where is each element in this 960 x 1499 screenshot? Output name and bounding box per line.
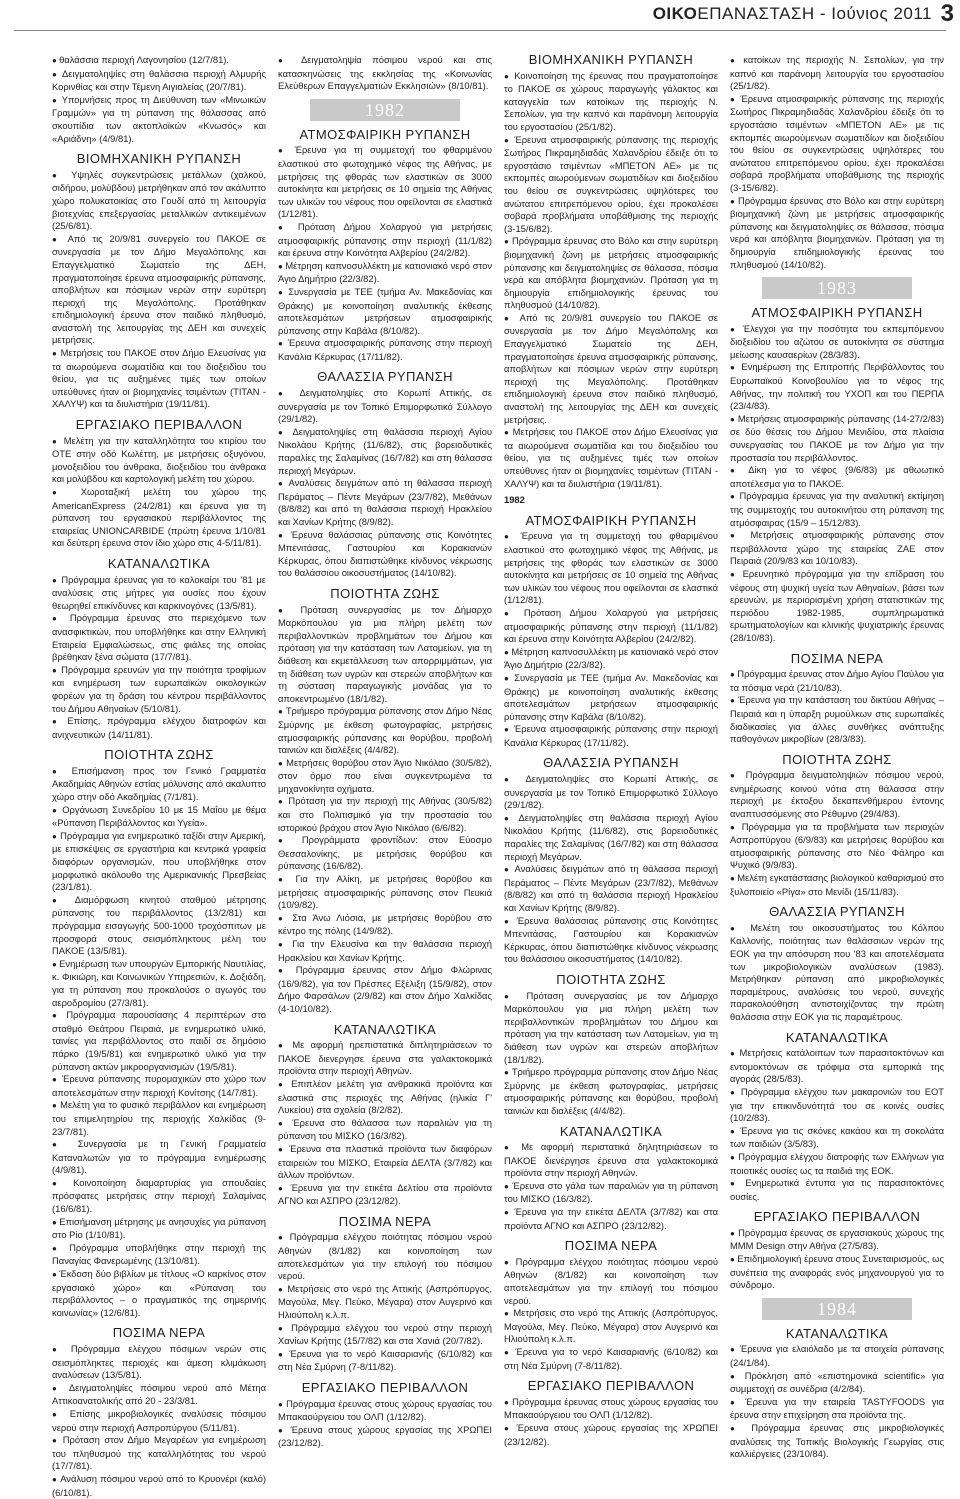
col1-section-2 [52,435,266,550]
bullet-item: ● Μετρήσεις στο νερό της Αττικής (Ασπρόπυργος, Μαγούλα, Μεγ. Πεύκο, Μέγαρα) στον Αυγερινό και Ηλιούπολη κ.λ.π. [504,1307,718,1346]
section-title: ΚΑΤΑΝΑΛΩΤΙΚΑ [785,1029,889,1045]
section-title: ΚΑΤΑΝΑΛΩΤΙΚΑ [107,555,211,571]
bullet-item: ● Με αφορμή περιστατικά δηλητηριάσεων το ΠΑΚΟΕ διενέργησε έρευνα στα γαλακτοκομικά προϊόντα στην περιοχή Αθηνών. [504,1141,718,1180]
bullet-item: ● Έρευνα στο γάλα των παραλιών για τη ρύπανση του ΜΙΣΚΟ (16/3/82). [504,1180,718,1206]
bullet-item: ● Έρευνα ατμοσφαιρικής ρύπανσης της περιοχής Σωτήρος Πικραμηδιαδάς Χαλανδρίου έδειξε ότι το εργοστάσιο τσιμέντων «ΜΠΕΤΟΝ ΑΕ» με τις εκπομπές αιωρούμενων σωματιδίων και διοξειδίου του θείου σε συγκεντρώσεις υψηλότερες του ανώτατου επιτρεπόμενου ορίου, έχει προκαλέσει σοβαρά προβλήματα υποβάθμισης της περιοχής (3-15/6/82). [504,134,718,236]
bullet-item: ● Ερευνητικό πρόγραμμα για την επίδραση του νέφους στη ψυχική υγεία των Αθηναίων, βάσει των ερευνών, με περιορισμένη χρήση στατιστικών της περιόδου 1982-1985, συμπληρωματικά ερωτηματολογίων και κλινικής ψυχιατρικής έρευνας (28/10/83). [730,568,944,645]
bullet-item: ● Μέτρηση καπνοσυλλέκτη με κατιονιακό νερό στον Άγιο Δημήτριο (22/3/82). [504,646,718,672]
bullet-item: ● Πρόγραμμα παρουσίασης 4 περιπτέρων στο σταθμό Θεάτρου Πειραιά, με ενημερωτικό υλικό, ταινίες για περιβάλλοντος στο παιδί σε δημόσιο πάρκο (19/5/81) και ενημερωτικό υλικό για την ρύπανση ακτών μικροοργανισμών (19/5/81). [52,1009,266,1073]
bullet-item: ● Επιπλέον μελέτη για ανθρακικά προϊόντα και ελαστικά στις περιοχές της Αθήνας (ηλικία Γ' Λυκείου) στα σχολεία (8/2/82). [278,1078,492,1117]
bullet-item: ● Επίσης, πρόγραμμα ελέγχου διατροφών και ανιχνευτικών (14/11/81). [52,715,266,741]
col4-section-5 [730,1047,944,1203]
bullet-item: ● Πρόγραμμα ελέγχου πόσιμων νερών στις σεισμόπληκτες περιοχές και άμεση κλιμάκωση αναλύσεων (13/5/81). [52,1343,266,1382]
year-badge: 1982 [310,99,460,121]
bullet-item: ● Οργάνωση Συνεδρίου 10 με 15 Μαΐου με θέμα «Ρύπανση Περιβάλλοντος και Υγεία». [52,804,266,830]
bullet-item: ● Έρευνα θαλάσσιας ρύπανσης στις Κοινότητες Μπενιτάσας, Γαστουρίου και Κορακιανών Κέρκυρας, όπου διαπιστώθηκε κίνδυνος νέκρωσης του θαλάσσιου οικοσυστήματος (14/10/82). [504,915,718,966]
column-1 [52,54,267,1498]
section-title: ΕΡΓΑΣΙΑΚΟ ΠΕΡΙΒΑΛΛΟΝ [75,417,243,433]
bullet-item: ● Με αφορμή ηρεπιστατικά διπλητηριάσεων το ΠΑΚΟΕ διενεργησε έρευνα στα γαλακτοκομικά προϊόντα στην περιοχή Αθηνών. [278,1039,492,1078]
bullet-item: ● Πρόταση για την περιοχή της Αθήνας (30/5/82) και στο Πολιτισμικό για την προστασία του ιστορικού βράχου στον Άγιο Νικόλαο (6/6/82). [278,795,492,834]
bullet-item: ● Πρόταση Δήμου Χολαργού για μετρήσεις ατμοσφαιρικής ρύπανσης στην περιοχή (11/1/82) και έρευνα στην Κοινότητα Αλβερίου (24/2/82). [504,607,718,646]
section-title: ΚΑΤΑΝΑΛΩΤΙΚΑ [559,1123,663,1139]
col4-section-2 [730,668,944,746]
col2-section-6 [278,1398,492,1450]
bullet-item: ● Δειγματοληψίες στη θαλάσσια περιοχή Αλμυρής Κορινθίας και στην Τέμενη Αιγιαλείας (20/7/81). [52,68,266,94]
bullet-item: ● Πρόγραμμα έρευνας στους χώρους εργασίας του Μπακαούργειου του ΟΛΠ (1/12/82). [278,1398,492,1424]
section-title: ΒΙΟΜΗΧΑΝΙΚΗ ΡΥΠΑΝΣΗ [528,52,694,67]
col3-section-2 [504,530,718,749]
bullet-item: ● Δειγματοληψίες στη θαλάσσια περιοχή Αγίου Νικολάου Κρήτης (11/6/82), στις βορειοδυτικές παραλίες της Σαλαμίνας (16/7/82) και στη θάλασσα περιοχή Μεγάρων. [504,812,718,863]
column-4 [730,54,945,1460]
bullet-item: ● Για την Αλίκη, με μετρήσεις θορύβου και μετρήσεις ατμοσφαιρικής ρύπανσης στον Πευκιά (10/9/82). [278,873,492,912]
bullet-item: ● Πρόγραμμα έρευνας στους χώρους εργασίας του Μπακαούργειου του ΟΛΠ (1/12/82). [504,1396,718,1422]
bullet-item: ● Πρόγραμμα έρευνας στο Βόλο και στην ευρύτερη βιομηχανική ζώνη με μετρήσεις ατμοσφαιρικής ρύπανσης και δειγματοληψίες σε θάλασσα, πόσιμα νερά και απόβλητα βιομηχανιών. Πρόταση για τη δημιουργία επιδημιολογικής έρευνας του πληθυσμού (14/10/82). [504,235,718,312]
section-title: ΕΡΓΑΣΙΑΚΟ ΠΕΡΙΒΑΛΛΟΝ [753,1209,921,1225]
bullet-item: ● Δειγματοληψίες στο Κορωπί Αττικής, σε συνεργασία με τον Τοπικό Επιμορφωτικό Σύλλογο (29/1/82). [278,387,492,426]
bullet-item: ● Πρόγραμμα δειγματοληψιών πόσιμου νερού, ενημέρωσης κοινού νότια στη θάλασσα στην περιοχή με έκτοξου δεκαπενθήμερου έντονης αναπτυσσόμενης στο Ρέθυμνο (29/4/83). [730,769,944,820]
section-title: ΘΑΛΑΣΣΙΑ ΡΥΠΑΝΣΗ [317,369,453,385]
col3-section-5 [504,1141,718,1232]
bullet-item: ● Μελέτη του οικοσυστήματος του Κόλπου Καλλονής, ποιότητας των θαλάσσιων νερών της ΕΟΚ για την απόσυρση που '83 και αποτελέσματα των μικροβιολογικών αναλύσεων (1983). Μετρήθηκαν ρύπανση από μικροβιολογικές παραμέτρους, αναλύσεις του νερού, συνεχής παρακολούθηση αντιστοιχίζοντας την πρώτη θαλάσσια στην ΕΟΚ για τις παραμέτρους. [730,922,944,1024]
section-title: ΘΑΛΑΣΣΙΑ ΡΥΠΑΝΣΗ [543,755,679,771]
column-3 [504,52,719,1447]
bullet-item: ● Πρόγραμμα έρευνας στο Βόλο και στην ευρύτερη βιομηχανική ζώνη με μετρήσεις ατμοσφαιρικής ρύπανσης και δειγματοληψίες σε θάλασσα, πόσιμα νερά και απόβλητα βιομηχανιών. Πρόταση για τη δημιουργία επιδημιολογικής έρευνας του πληθυσμού (14/10/82). [730,195,944,272]
bullet-item: ● Έρευνα θαλάσσιας ρύπανσης στις Κοινότητες Μπενιτάσας, Γαστουρίου και Κορακιανών Κέρκυρας, όπου διαπιστώθηκε κίνδυνος νέκρωσης του θαλάσσιου οικοσυστήματος (14/10/82). [278,529,492,580]
bullet-item: ● Συνεργασία με ΤΕΕ (τμήμα Αν. Μακεδονίας και Θράκης) με κοινοποίηση αναλυτικής έκθεσης αποτελεσμάτων μετρήσεων ατμοσφαιρικής ρύπανσης στην Καβάλα (8/10/82). [278,286,492,337]
section-title: ΚΑΤΑΝΑΛΩΤΙΚΑ [333,1021,437,1037]
col2-section-1 [278,144,492,363]
bullet-item: ● Πρόγραμμα ελέγχου των μακαρονιών του ΕΟΤ για την επικινδυνότητά του σε κοινές ουσίες (10/2/83). [730,1086,944,1125]
bullet-item: ● Έκδοση δύο βιβλίων με τίτλους «Ο καρκίνος στον εργασιακό χώρο» και «Ρύπανση του περιβάλλοντος – ο πραγματικός της σημερινής κοινωνίας» (12/6/81). [52,1268,266,1319]
bullet-item: ● Έρευνα για το νερό Καισαριανής (6/10/82) και στη Νέα Σμύρνη (7-8/11/82). [504,1346,718,1372]
col3-section-6 [504,1256,718,1372]
bullet-item: ● Δειγματοληψίες στη θαλάσσια περιοχή Αγίου Νικολάου Κρήτης (11/6/82), στις βορειοδυτικές παραλίες της Σαλαμίνας (16/7/82) και στη θάλασσα περιοχή Μεγάρων. [278,426,492,477]
bullet-item: ● Έρευνα για την ετικέτα Δελτίου στα προϊόντα ΑΓΝΟ και ΑΣΠΡΟ (23/12/82). [278,1182,492,1208]
bullet-item: ● Χωροταξική μελέτη του χώρου της AmericanExpress (24/2/81) και έρευνα για τη ρύπανση του εργασιακού περιβάλλοντος της εταιρείας UNIONCARBIDE (πρώτη έρευνα 1/10/81 και δεύτερη έρευνα στον ίδιο χώρο στις 4-5/11/81). [52,486,266,550]
bullet-item: ● Για την Ελευσίνα και την θαλάσσια περιοχή Ηρακλείου και Χανίων Κρήτης. [278,938,492,964]
bullet-item: ● Πρόγραμμα έρευνας για το καλοκαίρι του '81 με αναλύσεις στις μήτρες για ουσίες που έχουν θεωρηθεί επικίνδυνες και καρκινογόνες (13/5/81). [52,574,266,613]
bullet-item: ● Πρόγραμμα ελέγχου ποιότητας πόσιμου νερού Αθηνών (8/1/82) και κοινοποίηση των αποτελεσμάτων για την επιλογή του πόσιμου νερού. [504,1256,718,1307]
year-badge: 1984 [762,1298,912,1320]
bullet-item: ● Δειγματοληψίες στο Κορωπί Αττικής, σε συνεργασία με τον Τοπικό Επιμορφωτικό Σύλλογο (29/1/82). [504,773,718,812]
bullet-item: ● Μελέτη για την καταλληλότητα του κτιρίου του ΟΤΕ στην οδό Κωλέττη, με μετρήσεις οξυγόνου, μονοξειδίου του άνθρακα, διοξειδίου του άνθρακα και μολύβδου και καρτολογική μελέτη του χώρου. [52,435,266,486]
bullet-item: ● Έρευνα για την ετικέτα ΔΕΛΤΑ (3/7/82) και στα προϊόντα ΑΓΝΟ και ΑΣΠΡΟ (23/12/82). [504,1206,718,1232]
bullet-item: ● Μελέτη για το φυσικό περιβάλλον και ενημέρωση του επιμελητηρίου της περιοχής Χαλκίδας (9-23/7/81). [52,1099,266,1138]
col3-section-7 [504,1396,718,1448]
bullet-item: ● Πρόγραμμα έρευνας στο περιεχόμενο των ανασφικτικών, που υποβλήθηκε και στην Ελληνική Εταιρεία Εμφιαλώσεως, στις φιάλες της οποίας βρέθηκαν ξένα σώματα (17/7/81). [52,612,266,663]
bullet-item: ● Αναλύσεις δειγμάτων από τη θάλασσα περιοχή Περάματος – Πέντε Μεγάρων (23/7/82), Μεθάνων (8/8/82) και από τη θαλάσσια περιοχή Ηρακλείου και Χανίων Κρήτης (8/9/82). [504,863,718,914]
bullet-item: ● Επιδημιολογική έρευνα στους Συνεταιρισμούς, ως συνέπεια της αναφοράς ενός μηχανουργού για το σύνδρομο. [730,1253,944,1292]
bullet-item: ● Μέτρηση καπνοσυλλέκτη με κατιονιακό νερό στον Άγιο Δημήτριο (22/3/82). [278,260,492,286]
bullet-item: ● Έρευνα ατμοσφαιρικής ρύπανσης στην περιοχή Κανάλια Κέρκυρας (17/11/82). [278,337,492,363]
bullet-item: ● Ενημέρωση της Επιτροπής Περιβάλλοντος του Ευρωπαϊκού Κοινοβουλίου για το νέφος της Αθήνας, την πολιτική του ΥΧΟΠ και του ΠΕΡΠΑ (23/4/83). [730,361,944,412]
col4-section-7 [730,1343,944,1460]
bullet-item: ● Έρευνα για ελαιόλαδο με τα στοιχεία ρύπανσης (24/1/84). [730,1343,944,1369]
bullet-item: ● Πρόταση συνεργασίας με τον Δήμαρχο Μαρκόπουλου για μια πλήρη μελέτη των περιβαλλοντικών προβλημάτων του Δήμου και πρόταση για την κατάσταση των Λατομείων, για τη διάθεση και εκμετάλλευση των απορριμμάτων, για τη διάθεση των υγρών και στερεών αποβλήτων και τη σύσταση παραγωγικής μονάδας για το αποκεντρωμένο (18/1/82). [278,604,492,706]
bullet-item: ● Από τις 20/9/81 συνεργείο του ΠΑΚΟΕ σε συνεργασία με τον Δήμο Μεγαλόπολης και Επαγγελματικό Σωματείο της ΔΕΗ, πραγματοποίησε έρευνα ατμοσφαιρικής ρύπανσης, αποβλήτων και πόσιμων νερών στην ευρύτερη περιοχή της Μεγαλόπολης. Προτάθηκαν επιδημιολογική έρευνα στον παιδικό πληθυσμό, αναστολή της λειτουργίας της ΔΕΗ και συνεχείς μετρήσεις. [504,312,718,426]
bullet-item: ● Έρευνα ατμοσφαιρικής ρύπανσης της περιοχής Σωτήρος Πικραμηδιαδάς Χαλανδρίου έδειξε ότι το εργοστάσιο τσιμέντων «ΜΠΕΤΟΝ ΑΕ» με τις εκπομπές αιωρούμενων σωματιδίων και διοξειδίου του θείου σε συγκεντρώσεις υψηλότερες του ανώτατου επιτρεπόμενου ορίου, έχει προκαλέσει σοβαρά προβλήματα υποβάθμισης της περιοχής (3-15/6/82). [730,93,944,195]
bullet-item: ● Έρευνα για τη συμμετοχή του φθαριμένου ελαστικού στο φωτοχημικό νέφος της Αθήνας, με μετρήσεις της φθοράς των ελαστικών σε 3000 αυτοκίνητα και μετρήσεις σε 10 σημεία της Αθήνας των υλικών του νέφους που οφείλονται σε ελαστικά (1/12/81). [504,530,718,607]
bullet-item: ● Πρόκληση από «επιστημονικά scientific» για συμμετοχή σε συνέδρια (4/2/84). [730,1370,944,1396]
bullet-item: ● Έρευνα στους χώρους εργασίας της ΧΡΩΠΕΙ (23/12/82). [278,1424,492,1450]
col1-intro [52,54,266,145]
bullet-item: ● Έρευνα ρύπανσης πυρομαχικών στο χώρο των αποτελεσμάτων στην περιοχή Κονίτσης (14/7/81). [52,1073,266,1099]
bullet-item: ● Μετρήσεις του ΠΑΚΟΕ στον Δήμο Ελευσίνας για τα αιωρούμενα σωματίδια και του διοξειδίου του θείου, για τις αυξημένες τιμές των οποίων υπεύθυνες ήταν οι βιομηχανίες τσιμέντων (ΤΙΤΑΝ - ΧΑΛΥΨ) και τα διυλιστήρια (19/11/81). [504,426,718,490]
section-title: ΠΟΣΙΜΑ ΝΕΡΑ [564,1238,658,1254]
section-title: ΚΑΤΑΝΑΛΩΤΙΚΑ [785,1325,889,1341]
col1-section-5 [52,1343,266,1499]
bullet-item: ● Διαμόρφωση κινητού σταθμού μέτρησης ρύπανσης του περιβάλλοντος (13/2/81) και πρόγραμμα εισαγωγής 500-1000 τροχόσπιτων με προσφορά στους σεισμόπληκτους μέλη του ΠΑΚΟΕ (13/5/81). [52,894,266,958]
bullet-item: ● Ενημέρωση των υπουργών Εμπορικής Ναυτιλίας, κ. Φικιώρη, και Κοινωνικών Υπηρεσιών, κ. Δοξιάδη, για τη ρύπανση που προκαλούσε ο αγωγός του αεροδρομίου (27/3/81). [52,958,266,1009]
bullet-item: ● Μετρήσεις θορύβου στον Άγιο Νικόλαο (30/5/82), στον όρμο που είναι συγκεντρωμένα τα μηχανοκίνητα οχήματα. [278,757,492,796]
bullet-item: ● Πρόγραμμα έρευνας στις μικροβιολογικές αναλύσεις της Τοπικής Βιολογικής Γεωργίας στις καλλιέργειες (23/10/84). [730,1422,944,1461]
bullet-item: ● Δειγματοληψία πόσιμου νερού και στις κατασκηνώσεις της εκκλησίας της «Κοινωνίας Ελεύθερων Επαγγελματιών Εκκλησιών» (8/10/81). [278,54,492,93]
article-columns [52,52,945,1498]
bullet-item: ● Υψηλές συγκεντρώσεις μετάλλων (χαλκού, σιδήρου, μολύβδου) μετρήθηκαν από τον ακάλυπτο χώρο πολυκατοικίας στο Γουδί από τη λειτουργία βιοτεχνίας επεξεργασίας μεταλλικών αντικειμένων (25/6/81). [52,169,266,233]
bullet-item: ● Μελέτη εγκατάστασης βιολογικού καθαρισμού στο ξυλοποιείο «Ρίγα» στο Μενίδι (15/11/83). [730,872,944,898]
bullet-item: ● Έρευνα για τη συμμετοχή του φθαριμένου ελαστικού στο φωτοχημικό νέφος της Αθήνας, με μετρήσεις της φθοράς των ελαστικών σε 3000 αυτοκίνητα και μετρήσεις σε 10 σημεία της Αθήνας των υλικών του νέφους που οφείλονται σε ελαστικά (1/12/81). [278,144,492,221]
bullet-item: ● Προγράμματα φροντίδων: στον Εύοσμο Θεσσαλονίκης, με μετρήσεις θορύβου και ρύπανσης (16/6/82). [278,834,492,873]
bullet-item: ● Ενημερωτικά έντυπα για τις παρασιτοκτόνες ουσίες. [730,1177,944,1203]
paper-name-bold: ΟΙΚΟ [652,4,698,23]
bullet-item: ● Μετρήσεις ατμοσφαιρικής ρύπανσης στον περιβάλλοντα χώρο της εταιρείας ΖΑΕ στον Πειραιά (20/9/83 και 10/10/83). [730,529,944,568]
bullet-item: ● Δίκη για το νέφος (9/6/83) με αθωωτικό αποτέλεσμα για το ΠΑΚΟΕ. [730,464,944,490]
section-title: ΠΟΣΙΜΑ ΝΕΡΑ [790,650,884,666]
section-title: ΑΤΜΟΣΦΑΙΡΙΚΗ ΡΥΠΑΝΣΗ [525,512,697,528]
bullet-item: ● Πρόγραμμα έρευνας για την αναλυτική εκτίμηση της συμμετοχής του αυτοκινήτου στη ρύπανση της ατμόσφαιρας (15/9 – 15/12/83). [730,490,944,529]
bullet-item: ● Έρευνα για την εταιρεία TASTYFOODS για έρευνα στην επιχείρηση στα προϊόντα της. [730,1396,944,1422]
bullet-item: ● Πρόγραμμα ελέγχου διατροφής των Ελλήνων για ποιοτικές ουσίες ως τα παιδιά της ΕΟΚ. [730,1151,944,1177]
section-title: ΑΤΜΟΣΦΑΙΡΙΚΗ ΡΥΠΑΝΣΗ [299,126,471,142]
col2-section-4 [278,1039,492,1208]
bullet-item: ● Αναλύσεις δειγμάτων από τη θάλασσα περιοχή Περάματος – Πέντε Μεγάρων (23/7/82), Μεθάνων (8/8/82) και από τη θαλάσσια περιοχή Ηρακλείου και Χανίων Κρήτης (8/9/82). [278,477,492,528]
bullet-item: ● Ανάλυση πόσιμου νερού από το Κρυονέρι (καλό) (6/10/81). [52,1473,266,1499]
bullet-item: ● Πρόγραμμα για ενημερωτικό ταξίδι στην Αμερική, με επισκέψεις σε εργαστήρια και κεντρικά γραφεία διαφόρων οργανισμών, που υποβλήθηκε στον μορφωτικό ακόλουθο της Αμερικανικής Πρεσβείας (23/1/81). [52,830,266,894]
col2-section-2 [278,387,492,580]
bullet-item: ● Κοινοποίηση διαμαρτυρίας για σπουδαίες πρόσφατες μετρήσεις στην περιοχή Σαλαμίνας (16/6/81). [52,1177,266,1216]
bullet-item: ● Πρόγραμμα για τα προβλήματα των περιοχών Ασπροπύργου (6/9/83) και μετρήσεις θορύβου και ατμοσφαιρικής ρύπανσης στο Νέο Φάληρο και Ψυχικό (9/9/83). [730,821,944,872]
col4-section-3 [730,769,944,898]
bullet-item: ● Πρόγραμμα υποβλήθηκε στην περιοχή της Παναγίας Φανερωμένης (13/10/81). [52,1242,266,1268]
col3-section-3 [504,773,718,966]
col1-section-4 [52,765,266,1320]
section-title: ΠΟΣΙΜΑ ΝΕΡΑ [338,1213,432,1229]
bullet-item: ● Έρευνα για το νερό Καισαριανής (6/10/82) και στη Νέα Σμύρνη (7-8/11/82). [278,1348,492,1374]
bullet-item: ● Πρόγραμμα έρευνας στον Δήμο Αγίου Παύλου για τα πόσιμα νερά (21/10/83). [730,668,944,694]
col4-section-6 [730,1227,944,1292]
col2-section-5 [278,1231,492,1374]
section-title: ΠΟΣΙΜΑ ΝΕΡΑ [112,1325,206,1341]
bullet-item: ● Έρευνα στο θάλασσα των παραλιών για τη ρύπανση του ΜΙΣΚΟ (16/3/82). [278,1117,492,1143]
bullet-item: ● Πρόταση συνεργασίας με τον Δήμαρχο Μαρκόπουλου για μια πλήρη μελέτη των περιβαλλοντικών προβλημάτων του Δήμου και πρόταση για την κατάσταση των Λατομείων, για τη διάθεση των υγρών και στερεών αποβλήτων (18/1/82). [504,990,718,1067]
bullet-item: ● Κοινοποίηση της έρευνας που πραγματοποίησε το ΠΑΚΟΕ σε χώρους παραγωγής γάλακτος και καταγγελία των κατοίκων της περιοχής Ν. Σεπολίων, για την καπνό και παράνομη λειτουργία του εργοστασίου (25/1/82). [504,70,718,134]
bullet-item: ● Μετρήσεις κατάλοιπων των παρασιτοκτόνων και εντομοκτόνων σε τρόφιμα στα εμπορικά της αγοράς (28/5/83). [730,1047,944,1086]
bullet-item: ● Επισήμανση μέτρησης με ανησυχίες για ρύπανση στο Ρίο (1/10/81). [52,1216,266,1242]
col4-intro [730,54,944,271]
bullet-item: ● Έρευνα για τις σκόνες κακάου και τη σοκολάτα των παιδιών (3/5/83). [730,1125,944,1151]
col1-section-3 [52,574,266,742]
section-title: ΕΡΓΑΣΙΑΚΟ ΠΕΡΙΒΑΛΛΟΝ [301,1380,469,1395]
section-title: ΕΡΓΑΣΙΑΚΟ ΠΕΡΙΒΑΛΛΟΝ [527,1378,695,1394]
bullet-item: ● Υπομνήσεις προς τη Διεύθυνση των «Μινωικών Γραμμών» για τη ρύπανση της θάλασσας από σκουπίδια των ακτοπλοϊκών «Κνωσός» και «Αριάδνη» (4/9/81). [52,94,266,145]
bullet-item: ● Συνεργασία με ΤΕΕ (τμήμα Αν. Μακεδονίας και Θράκης) με κοινοποίηση αναλυτικής έκθεσης αποτελεσμάτων μετρήσεων ατμοσφαιρικής ρύπανσης στην Καβάλα (8/10/82). [504,672,718,723]
paper-name-rest: ΕΠΑΝΑΣΤΑΣΗ - Ιούνιος 2011 [697,4,932,23]
bullet-item: ● Πρόγραμμα έρευνας στον Δήμο Φλώρινας (16/9/82), για τον Πρέσπες Εξέλιξη (15/9/82), στον Δήμο Φαρσάλων (2/9/82) και στον Δήμο Χαλκίδας (4-10/10/82). [278,964,492,1015]
bullet-item: ● Έρευνα στα πλαστικά προϊόντα των διαφόρων εταιρειών του ΜΙΣΚΟ, Εταιρεία ΔΕΛΤΑ (3/7/82) και άλλων προϊόντων. [278,1143,492,1182]
col3-section-4 [504,990,718,1118]
bullet-item: ● Στα Άνω Λιόσια, με μετρήσεις θορύβου στο κέντρο της πόλης (14/9/82). [278,912,492,938]
col1-section-1 [52,169,266,411]
col2-section-3 [278,604,492,1016]
section-title: ΠΟΙΟΤΗΤΑ ΖΩΗΣ [330,585,440,601]
page-number: 3 [940,0,954,27]
bullet-item: ● Πρόγραμμα ελέγχου του νερού στην περιοχή Χανίων Κρήτης (15/7/82) και στα Χανιά (20/7/82). [278,1322,492,1348]
bullet-item: ● Επίσης μικροβιολογικές αναλύσεις πόσιμου νερού στην περιοχή Ασπροπύργου (5/11/81). [52,1408,266,1434]
bullet-item: ● Δειγματοληψίες πόσιμου νερού από Μέτηα Αττικοανατολικής από 20 - 23/3/81. [52,1382,266,1408]
bullet-item: ● Από τις 20/9/81 συνεργείο του ΠΑΚΟΕ σε συνεργασία με τον Δήμο Μεγαλόπολης και Επαγγελματικό Σωματείο της ΔΕΗ, πραγματοποίησε έρευνα ατμοσφαιρικής ρύπανσης, αποβλήτων και πόσιμων νερών στην ευρύτερη περιοχή της Μεγαλόπολης. Προτάθηκαν επιδημιολογική έρευνα στον παιδικό πληθυσμό, αναστολή της λειτουργίας της ΔΕΗ και συνεχείς μετρήσεις. [52,233,266,347]
bullet-item: ● Πρόγραμμα ελέγχου ποιότητας πόσιμου νερού Αθηνών (8/1/82) και κοινοποίηση των αποτελεσμάτων για την επιλογή του πόσιμου νερού. [278,1231,492,1282]
section-title: ΑΤΜΟΣΦΑΙΡΙΚΗ ΡΥΠΑΝΣΗ [751,305,923,321]
year-label: 1982 [504,494,525,506]
bullet-item: ● Επισήμανση προς τον Γενικό Γραμματέα Ακαδημίας Αθηνών εστίας μόλυνσης από ακαλυπτο χώρο στην οδό Ακαδημίας (7/1/81). [52,765,266,804]
bullet-item: ● Έρευνα ατμοσφαιρικής ρύπανσης στην περιοχή Κανάλια Κέρκυρας (17/11/82). [504,723,718,749]
section-title: ΒΙΟΜΗΧΑΝΙΚΗ ΡΥΠΑΝΣΗ [76,151,242,167]
bullet-item: ● Μετρήσεις στο νερό της Αττικής (Ασπρόπυργος, Μαγούλα, Μεγ. Πεύκο, Μέγαρα) στον Αυγερινό και Ηλιούπολη κ.λ.π. [278,1283,492,1322]
col4-section-1 [730,323,944,645]
col4-section-4 [730,922,944,1024]
column-2 [278,54,493,1449]
year-badge: 1983 [762,277,912,299]
bullet-item: ● θαλάσσια περιοχή Λαγονησίου (12/7/81). [52,54,266,68]
section-title: ΠΟΙΟΤΗΤΑ ΖΩΗΣ [104,747,214,763]
bullet-item: ● Έρευνα στους χώρους εργασίας της ΧΡΩΠΕΙ (23/12/82). [504,1422,718,1448]
section-title: ΘΑΛΑΣΣΙΑ ΡΥΠΑΝΣΗ [769,904,905,920]
bullet-item: ● Τριήμερο πρόγραμμα ρύπανσης στον Δήμο Νέας Σμύρνης με έκθεση φωτογραφίας, μετρήσεις ατμοσφαιρικής ρύπανσης και θορύβου, προβολή ταινιών και διαλέξεις (4/4/82). [278,705,492,756]
bullet-item: ● Πρόγραμμα ερευνών για την ποιότητα τροφίμων και ενημέρωση των ευρωπαϊκών οικολογικών φορέων για τη δράση του κέντρου περιβάλλοντος του Δήμου Αθηναίων (5/10/81). [52,664,266,715]
bullet-item: ● Μετρήσεις του ΠΑΚΟΕ στον Δήμο Ελευσίνας για τα αιωρούμενα σωματίδια και του διοξειδίου του θείου, για τις αυξημένες τιμές των οποίων υπεύθυνες ήταν οι βιομηχανίες τσιμέντων (ΤΙΤΑΝ - ΧΑΛΥΨ) και τα διυλιστήρια (19/11/81). [52,347,266,411]
bullet-item: ● Πρόγραμμα έρευνας σε εργασιακούς χώρους της ΜΜΜ Design στην Αθήνα (27/5/83). [730,1227,944,1253]
newspaper-title [653,4,932,24]
header-divider [14,30,946,31]
bullet-item: ● Πρόταση στον Δήμο Μεγαρέων για ενημέρωση του πληθυσμού της καταλληλότητας του νερού (17/7/81). [52,1434,266,1473]
page-header [0,0,960,30]
section-title: ΠΟΙΟΤΗΤΑ ΖΩΗΣ [782,751,892,767]
bullet-item: ● Συνεργασία με τη Γενική Γραμματεία Καταναλωτών για το πρόγραμμα ενημέρωσης (4/9/81). [52,1138,266,1177]
section-title: ΠΟΙΟΤΗΤΑ ΖΩΗΣ [556,971,666,987]
col3-section-1 [504,70,718,491]
bullet-item: ● Πρόταση Δήμου Χολαργού για μετρήσεις ατμοσφαιρικής ρύπανσης στην περιοχή (11/1/82) και έρευνα στην Κοινότητα Αλβερίου (24/2/82). [278,221,492,260]
bullet-item: ● Τριήμερο πρόγραμμα ρύπανσης στον Δήμο Νέας Σμύρνης με έκθεση φωτογραφίας, μετρήσεις ατμοσφαιρικής ρύπανσης και θορύβου, προβολή ταινιών και διαλέξεις (4/4/82). [504,1066,718,1117]
bullet-item: ● Έρευνα για την κατάσταση του δικτύου Αθήνας – Πειραιά και η ύπαρξη ρυμούλκων στις ευρωπαϊκές διαδικασίες για άλλες συνθήκες ανάπτυξης παθογόνων μικροβίων (28/3/83). [730,694,944,745]
bullet-item: ● Έλεγχοι για την ποσότητα του εκπεμπόμενου διοξειδίου του αζώτου σε αυτοκίνητα σε σύστημα μείωσης καυσαερίων (28/3/83). [730,323,944,362]
bullet-item: ● κατοίκων της περιοχής Ν. Σεπολίων, για την καπνό και παράνομη λειτουργία του εργοστασίου (25/1/82). [730,54,944,93]
col2-intro [278,54,492,93]
bullet-item: ● Μετρήσεις ατμοσφαιρικής ρύπανσης (14-27/2/83) σε δύο θέσεις του Δήμου Μενιδίου, στα πλαίσια συνεργασίας του ΠΑΚΟΕ με τον Δήμο για την προστασία του περιβάλλοντος. [730,413,944,464]
